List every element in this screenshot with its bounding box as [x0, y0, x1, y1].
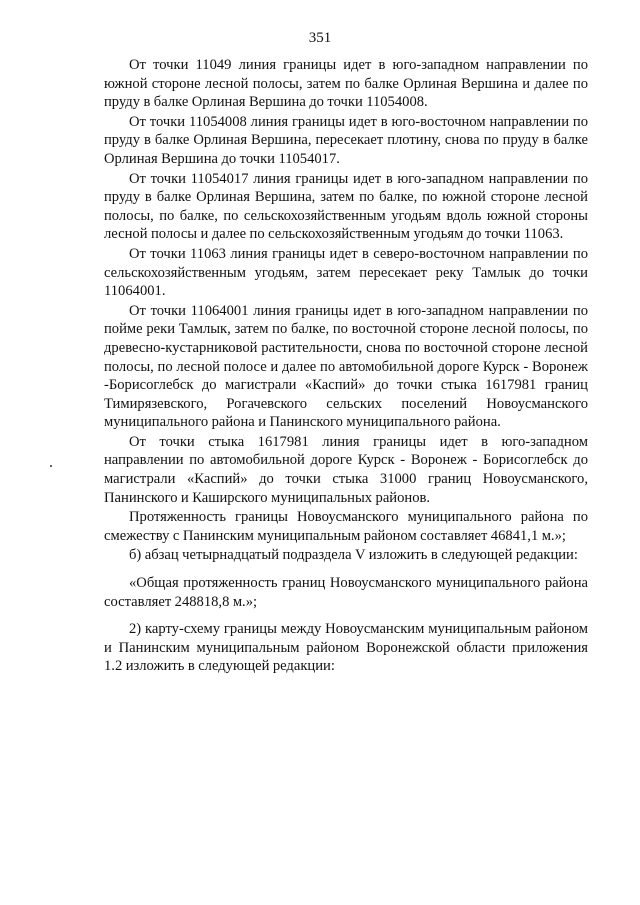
- paragraph-point-11054017: От точки 11054017 линия границы идет в юго-западном направлении по пруду в балке Орлиная Вершина, затем по балке, по южной стороне лесной полосы, по балке, по сельскохозяйственным угодьям вдоль южной стороны лесной полосы и далее по сельскохозяйственным угодьям до точки 11063.: [104, 170, 588, 243]
- paragraph-amendment-2: 2) карту-схему границы между Новоусманским муниципальным районом и Панинским муниципальным районом Воронежской области приложения 1.2 изложить в следующей редакции:: [104, 621, 588, 675]
- document-body: [104, 56, 588, 677]
- paragraph-point-11063: От точки 11063 линия границы идет в северо-восточном направлении по сельскохозяйственным угодьям, затем пересекает реку Тамлык до точки 11064001.: [104, 245, 588, 300]
- paragraph-junction-1617981: От точки стыка 1617981 линия границы идет в юго-западном направлении по автомобильной дороге Курск - Воронеж - Борисоглебск до магистрали «Каспий» до точки стыка 31000 границ Новоусманского, Панинского и Каширского муниципальных районов.: [104, 433, 588, 506]
- paragraph-point-11054008: От точки 11054008 линия границы идет в юго-восточном направлении по пруду в балке Орлиная Вершина, пересекает плотину, снова по пруду в балке Орлиная Вершина до точки 11054017.: [104, 113, 588, 167]
- paragraph-total-length-quote: «Общая протяженность границ Новоусманского муниципального района составляет 248818,8 м.»;: [104, 575, 588, 610]
- paragraph-point-11064001: От точки 11064001 линия границы идет в юго-западном направлении по пойме реки Тамлык, затем по балке, по восточной стороне лесной полосы, по древесно-кустарниковой растительности, снова по восточной стороне лесной полосы, по лесной полосе и далее по автомобильной дороге Курск - Воронеж -Борисоглебск до магистрали «Каспий» до точки стыка 1617981 границ Тимирязевского, Рогачевского сельских поселений Новоусманского муниципального района и Панинского муниципального района.: [104, 302, 588, 431]
- scan-speck: [50, 465, 52, 467]
- paragraph-boundary-length: Протяженность границы Новоусманского муниципального района по смежеству с Панинским муниципальным районом составляет 46841,1 м.»;: [104, 509, 588, 544]
- paragraph-amendment-b: б) абзац четырнадцатый подраздела V изложить в следующей редакции:: [129, 547, 578, 564]
- paragraph-point-11049: От точки 11049 линия границы идет в юго-западном направлении по южной стороне лесной полосы, затем по балке Орлиная Вершина и далее по пруду в балке Орлиная Вершина до точки 11054008.: [104, 57, 588, 111]
- page-number: 351: [308, 30, 332, 46]
